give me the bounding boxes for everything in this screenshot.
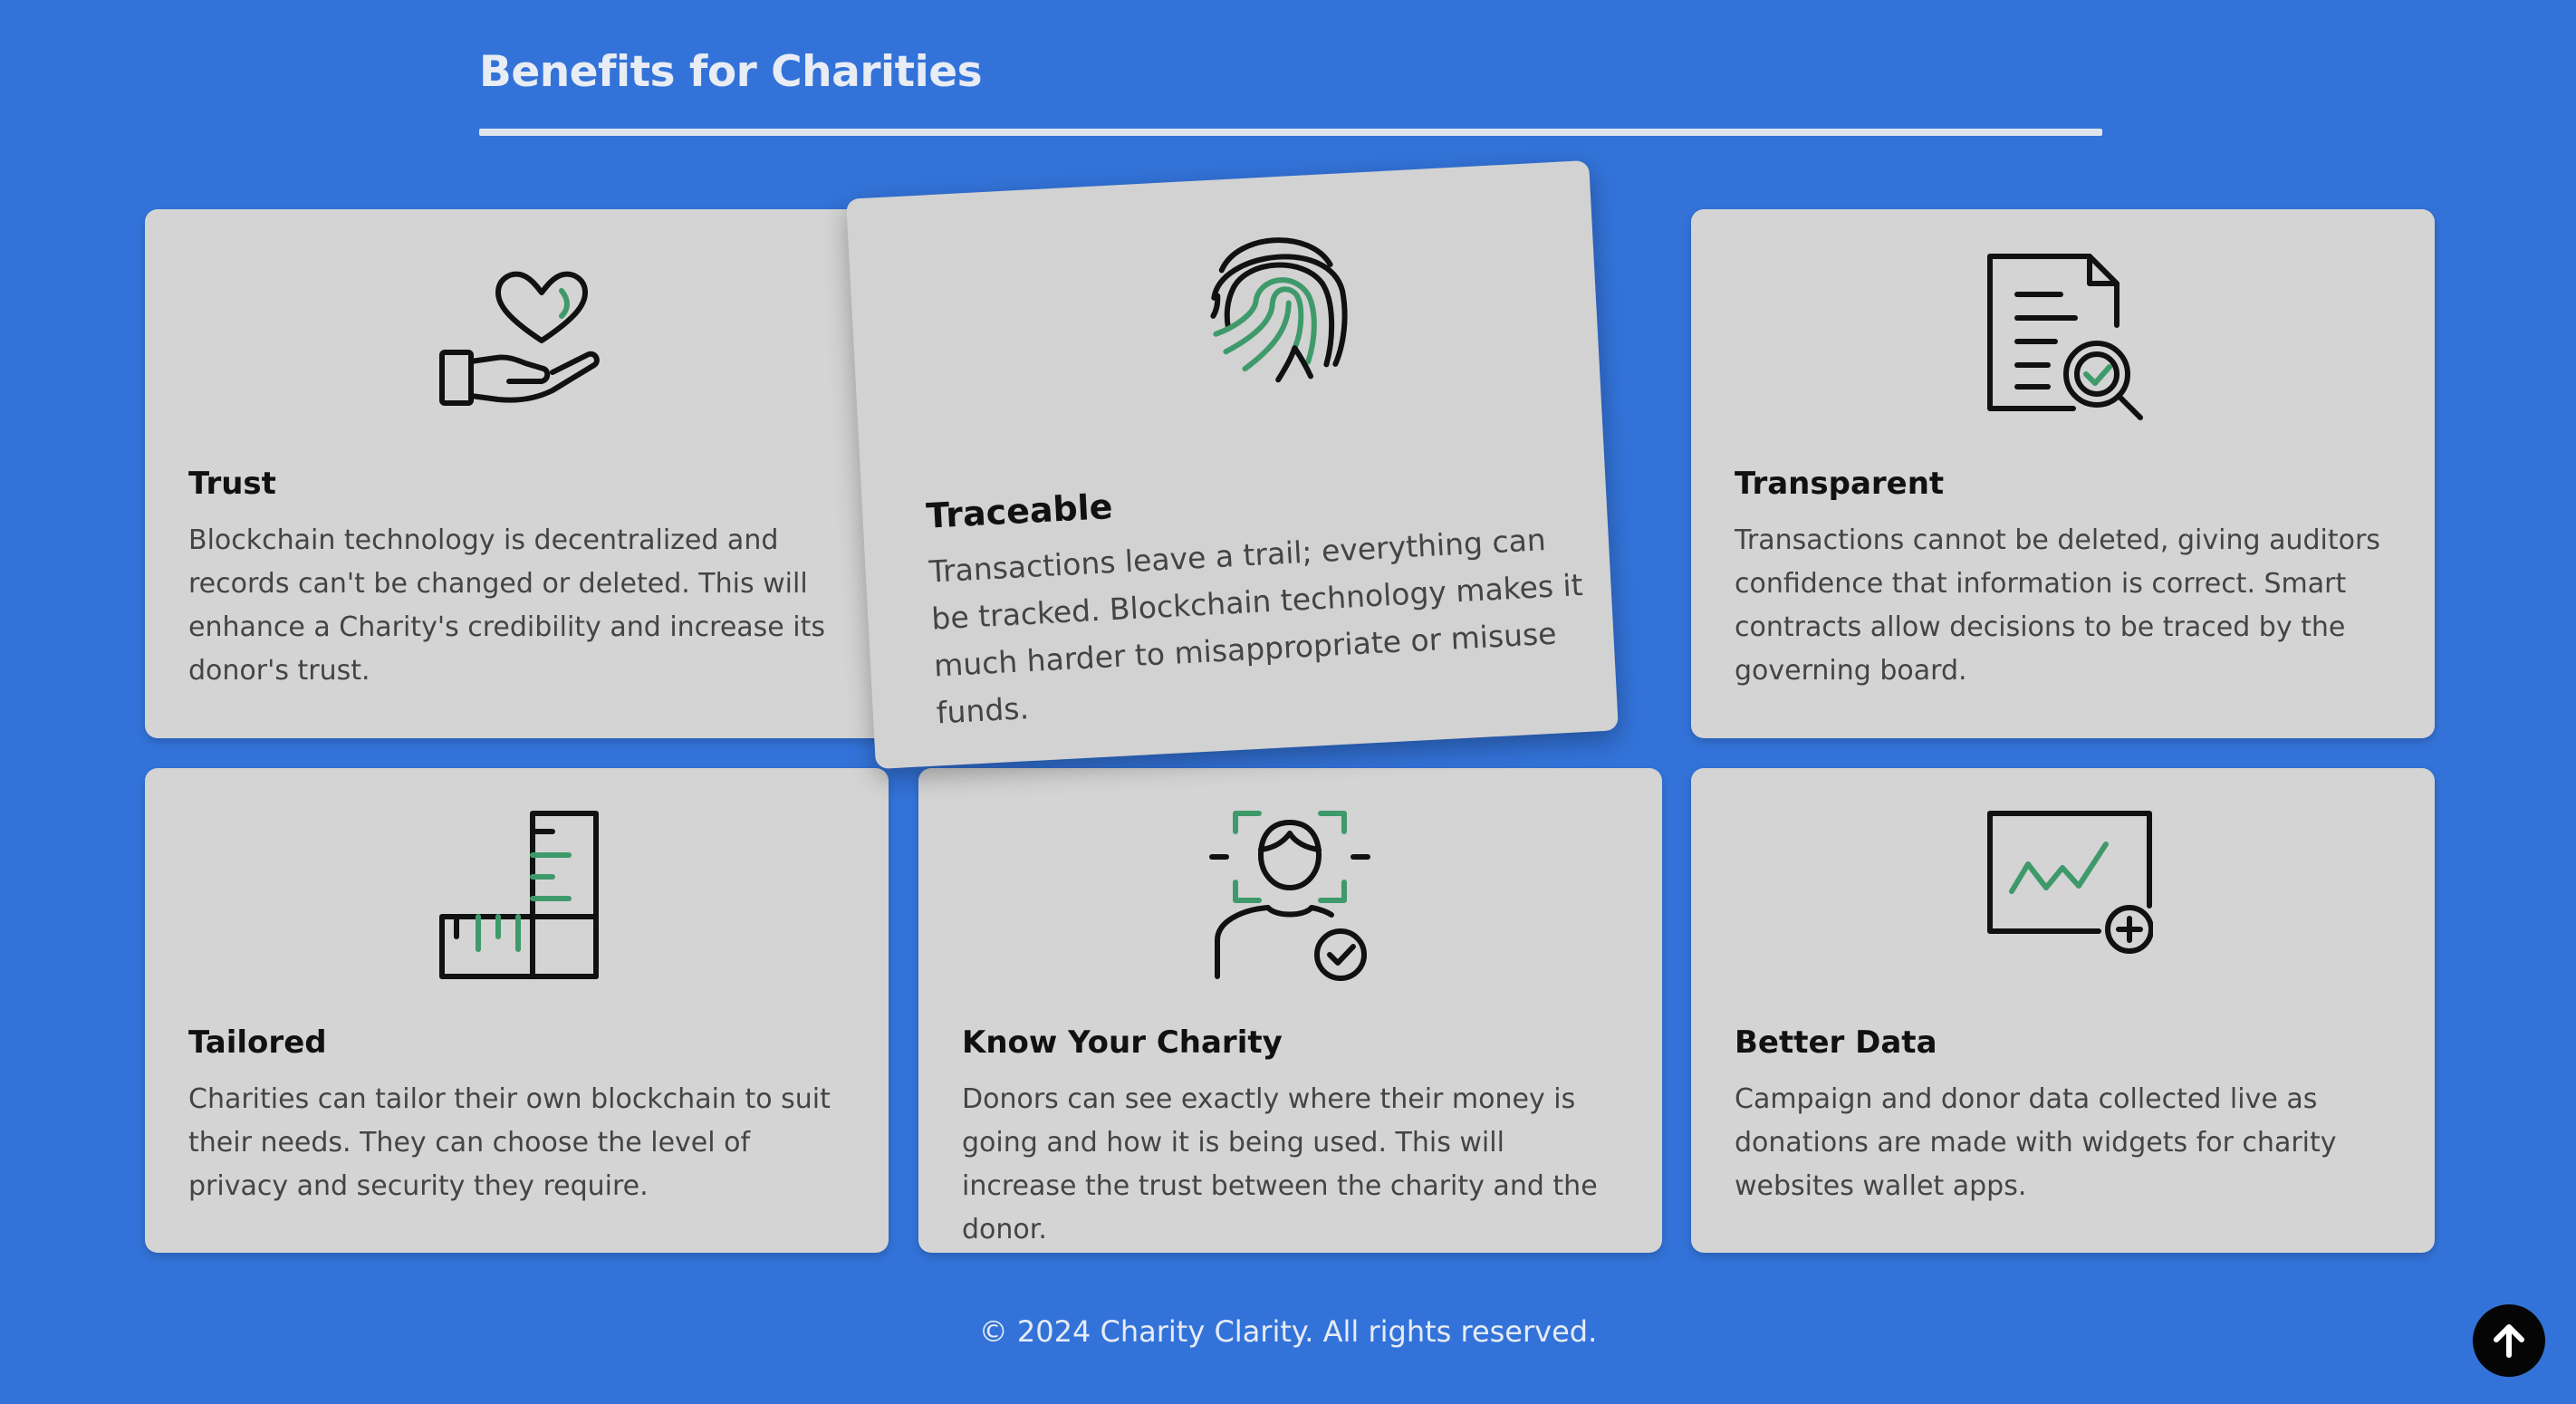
card-title: Traceable (925, 486, 1114, 536)
card-title: Transparent (1735, 466, 1945, 502)
document-search-icon (1972, 245, 2153, 427)
benefit-card-transparent (1691, 209, 2435, 738)
ruler-icon (426, 804, 607, 986)
card-title: Tailored (188, 1024, 327, 1061)
title-divider (479, 129, 2102, 136)
heart-hand-icon (426, 245, 607, 427)
scroll-to-top-button[interactable] (2473, 1304, 2545, 1377)
benefit-card-know-your-charity (918, 768, 1662, 1253)
card-description: Transactions cannot be deleted, giving auditors confidence that information is correct. Smart contracts allow decisions to be traced by the governing board. (1735, 524, 2380, 687)
card-title: Know Your Charity (962, 1024, 1283, 1061)
card-description: Charities can tailor their own blockchain to suit their needs. They can choose the level of privacy and security they require. (188, 1083, 831, 1202)
section-title: Benefits for Charities (479, 47, 983, 97)
fingerprint-icon (1183, 208, 1373, 399)
arrow-up-icon (2489, 1321, 2529, 1361)
card-description: Blockchain technology is decentralized and records can't be changed or deleted. This will enhance a Charity's credibility and increase its donor's trust. (188, 524, 826, 687)
benefit-card-trust (145, 209, 889, 738)
benefit-card-tailored (145, 768, 889, 1253)
card-description: Campaign and donor data collected live as donations are made with widgets for charity websites wallet apps. (1735, 1083, 2337, 1202)
face-verify-icon (1199, 804, 1380, 986)
card-title: Trust (188, 466, 276, 502)
card-description: Donors can see exactly where their money is going and how it is being used. This will increase the trust between the charity and the donor. (962, 1083, 1598, 1245)
card-description: Transactions leave a trail; everything can be tracked. Blockchain technology makes it much harder to misappropriate or misuse funds. (928, 522, 1584, 731)
footer-copyright: © 2024 Charity Clarity. All rights reserved. (978, 1314, 1598, 1349)
card-title: Better Data (1735, 1024, 1937, 1061)
chart-add-icon (1972, 804, 2153, 986)
benefit-card-traceable[interactable] (846, 160, 1619, 769)
benefit-card-better-data (1691, 768, 2435, 1253)
